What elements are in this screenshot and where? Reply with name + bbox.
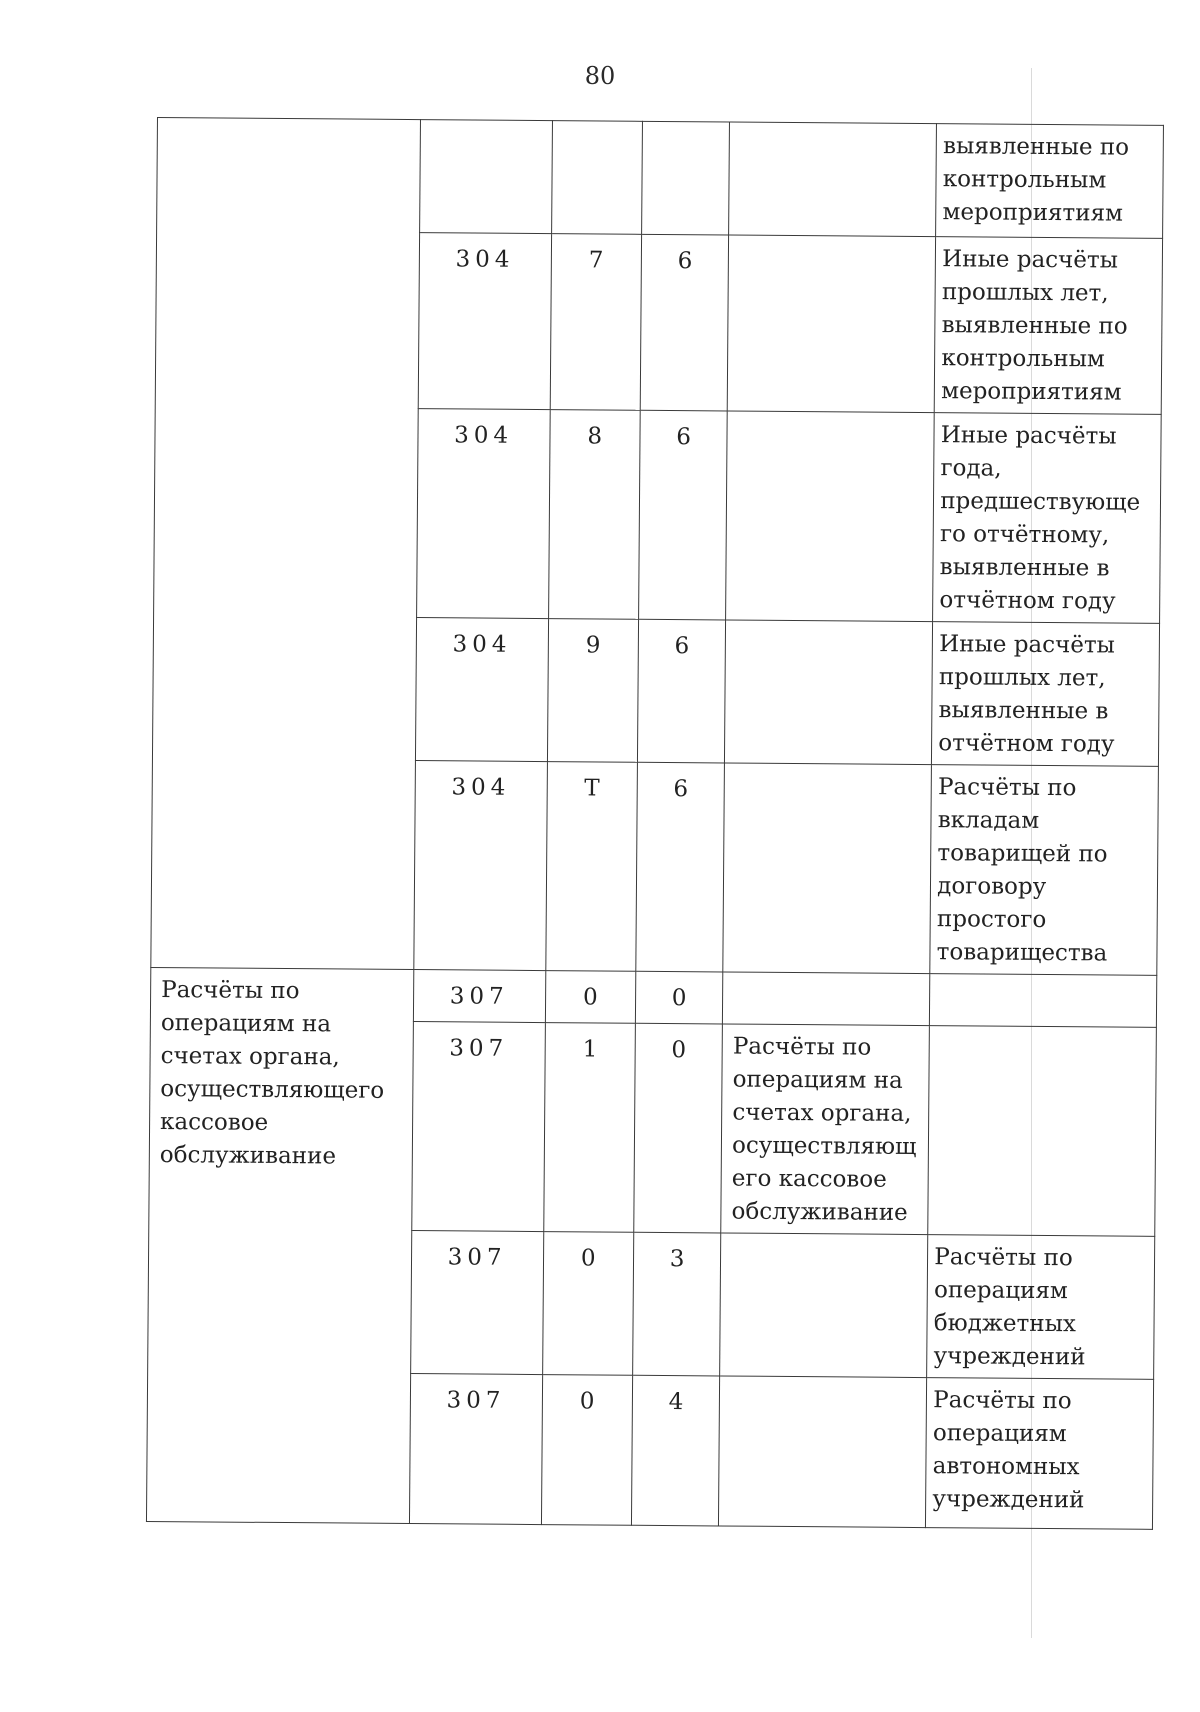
page-number: 80	[584, 62, 616, 90]
code-cell: 304	[418, 233, 551, 410]
code-cell: 304	[413, 761, 547, 971]
description-cell	[930, 974, 1157, 1028]
description-cell: Расчёты по операциям бюджетных учреждений	[927, 1235, 1155, 1380]
description-cell	[723, 763, 932, 974]
digit-cell: 4	[631, 1375, 719, 1526]
digit-cell: 0	[634, 1023, 723, 1233]
digit-cell: 0	[545, 971, 636, 1024]
description-cell: выявленные по контрольным мероприятиям	[936, 124, 1164, 239]
description-cell	[719, 1376, 927, 1528]
code-cell: 307	[410, 1231, 543, 1375]
description-cell	[725, 620, 933, 765]
code-cell: 307	[413, 970, 545, 1023]
code-cell: 307	[409, 1374, 542, 1525]
description-cell	[729, 122, 937, 237]
code-cell: 304	[415, 618, 548, 762]
digit-cell: 0	[542, 1232, 634, 1376]
description-cell: Иные расчёты года, предшествующе го отчётному, выявленные в отчётном году	[933, 413, 1161, 624]
group-label-cell: Расчёты по операциям на счетах органа, осуществляющего кассовое обслуживание	[146, 967, 413, 1523]
digit-cell: 6	[636, 762, 725, 972]
digit-cell	[642, 121, 730, 235]
digit-cell	[551, 121, 642, 235]
digit-cell: 6	[639, 410, 728, 620]
digit-cell: 1	[543, 1023, 635, 1233]
code-cell	[419, 120, 552, 234]
digit-cell: Т	[545, 762, 637, 972]
description-cell: Иные расчёты прошлых лет, выявленные в отчётном году	[932, 622, 1160, 767]
digit-cell: 6	[637, 619, 725, 763]
digit-cell: 8	[548, 410, 640, 620]
table-row	[150, 967, 1156, 1027]
description-cell	[723, 972, 930, 1026]
digit-cell: 7	[550, 234, 642, 411]
accounts-table	[146, 117, 1164, 1530]
description-cell	[928, 1026, 1156, 1237]
digit-cell: 0	[635, 971, 723, 1024]
digit-cell: 6	[640, 234, 729, 411]
code-cell: 307	[411, 1022, 545, 1232]
code-cell: 304	[416, 409, 550, 619]
group-label-cell	[151, 118, 420, 970]
digit-cell: 0	[541, 1375, 633, 1526]
description-cell: Расчёты по операциям на счетах органа, осуществляющ его кассовое обслуживание	[721, 1024, 930, 1235]
description-cell	[727, 235, 935, 413]
digit-cell: 9	[547, 619, 639, 763]
description-cell: Расчёты по вкладам товарищей по договору простого товарищества	[930, 765, 1158, 976]
table-row	[157, 118, 1164, 239]
description-cell	[720, 1233, 928, 1378]
description-cell: Расчёты по операциям автономных учреждений	[926, 1378, 1154, 1530]
digit-cell: 3	[633, 1232, 721, 1376]
description-cell: Иные расчёты прошлых лет, выявленные по контрольным мероприятиям	[934, 237, 1162, 415]
description-cell	[726, 411, 935, 622]
